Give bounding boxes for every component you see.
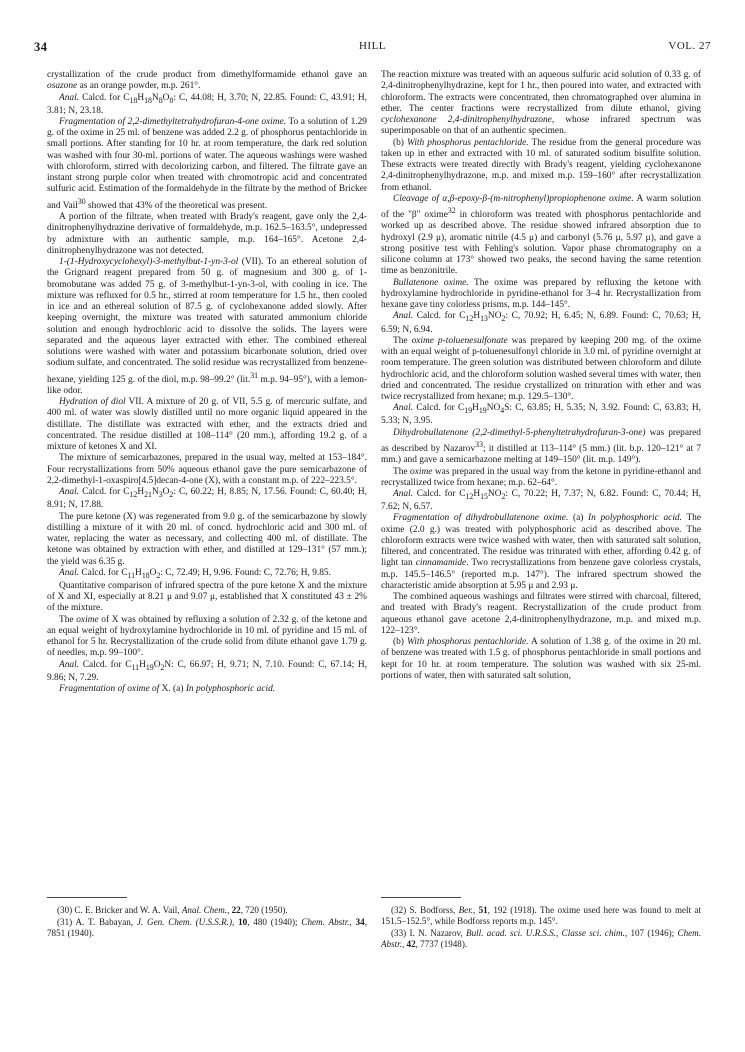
body-paragraph: The oxime p-toluenesulfonate was prepared by keeping 200 mg. of the oxime with an equal weight of p-toluenesulfonyl chloride in 3.0 ml. of pyridine overnight at room temperature. The green solution was distributed between chloroform and dilute hydrochloric acid, and the chloroform solution washed several times with water, then dried and concentrated. The residue crystallized on trituration with ether and was twice recrystallized from hexane; m.p. 129.5–130°. [381, 335, 701, 402]
body-paragraph: Fragmentation of dihydrobullatenone oxime. (a) In polyphosphoric acid. The oxime (2.0 g.) was treated with polyphosphoric acid as described above. The chloroform extracts were twice washed with water, then with saturated salt solution, filtered, and concentrated. The residue was triturated with ether, affording 0.42 g. of light tan cinnamamide. Two recrystallizations from benzene gave colorless crystals, m.p. 145.5–146.5° (reported m.p. 147°). The infrared spectrum showed the characteristic amide absorption at 5.95 μ and 2.93 μ. [381, 513, 702, 591]
body-paragraph: Dihydrobullatenone (2,2-dimethyl-5-phenyltetrahydrofuran-3-one) was prepared as described by Nazarov$^{33}$; it distilled at 113–114° (5 mm.) (lit. b.p. 120–121° at 7 mm.) and gave a semicarbazone melting at 149–150° (lit. m.p. 149°). [381, 427, 701, 466]
footnote-rule-left [47, 897, 127, 898]
body-paragraph: Anal. Calcd. for $C_{19}H_{19}NO_4S$: C, 63.85; H, 5.35; N, 3.92. Found: C, 63.83; H, 5.33; N, 3.95. [381, 403, 701, 427]
body-paragraph: Fragmentation of 2,2-dimethyltetrahydrofuran-4-one oxime. To a solution of 1.29 g. of the oxime in 25 ml. of benzene was added 2.2 g. of phosphorus pentachloride in small portions. After standing for 10 hr. at room temperature, the dark red solution was washed with four 30-ml. portions of water. The aqueous washings were washed with chloroform, stirred with decolorizing carbon, and filtered. The filtrate gave an instant strong purple color when treated with chromotropic acid and concentrated sulfuric acid. Estimation of the formaldehyde in the filtrate by the method of Bricker and Vail$^{30}$ showed that 43% of the theoretical was present. [47, 116, 367, 211]
body-paragraph: The oxime of X was obtained by refluxing a solution of 2.32 g. of the ketone and an equal weight of hydroxylamine hydrochloride in 10 ml. of pyridine and 15 ml. of ethanol for 5 hr. Recrystallization of the crude solid from dilute ethanol gave 1.79 g. of needles, m.p. 99–100°. [47, 614, 367, 659]
body-paragraph: A portion of the filtrate, when treated with Brady's reagent, gave only the 2,4-dinitrophenylhydrazine derivative of formaldehyde, m.p. 162.5–163.5°, undepressed by admixture with an authentic sample, m.p. 164–165°. Acetone 2,4-dinitrophenylhydrazone was not detected. [47, 212, 367, 256]
footnote-rule-right [381, 897, 461, 898]
body-paragraph: The reaction mixture was treated with an aqueous sulfuric acid solution of 0.33 g. of 2,4-dinitrophenylhydrazine, kept for 1 hr., then poured into water, and extracted with chloroform. The extracts were concentrated, then chromatographed over alumina in ether. The center fractions were recrystallized from dilute ethanol, giving cyclohexanone 2,4-dinitrophenylhydrazone, whose infrared spectrum was superimposable on that of an authentic specimen. [381, 70, 701, 137]
footnote: (32) S. Bodforss, Ber., 51, 192 (1918). The oxime used here was found to melt at 151.5–152.5°, while Bodforss reports m.p. 145°. [381, 905, 701, 926]
body-paragraph: Anal. Calcd. for $C_{12}H_{13}NO_2$: C, 70.92; H, 6.45; N, 6.89. Found: C, 70.63; H, 6.59; N, 6.94. [381, 311, 701, 335]
footnote: (33) I. N. Nazarov, Bull. acad. sci. U.R.S.S., Classe sci. chim., 107 (1946); Chem. Abstr., 42, 7737 (1948). [381, 928, 701, 949]
page-number: 34 [34, 40, 48, 54]
body-paragraph: (b) With phosphorus pentachloride. A solution of 1.38 g. of the oxime in 20 ml. of benzene was treated with 1.5 g. of phosphorus pentachloride in small portions and kept for 10 hr. at room temperature. The solution was washed with six 25-ml. portions of water, then with saturated salt solution, [381, 637, 701, 681]
body-paragraph: Bullatenone oxime. The oxime was prepared by refluxing the ketone with hydroxylamine hydrochloride in pyridine-ethanol for 3–4 hr. Recrystallization from hexane gave tiny colorless prisms, m.p. 144–145°. [381, 277, 701, 311]
body-paragraph: 1-(1-Hydroxycyclohexyl)-3-methylbut-1-yn-3-ol (VII). To an ethereal solution of the Grignard reagent prepared from 50 g. of magnesium and 300 g. of 1-bromobutane was added 75 g. of 3-methylbut-1-yn-3-ol, with cooling in ice. The mixture was refluxed for 0.5 hr., stirred at room temperature for 1.5 hr., then cooled in ice and an ethereal solution of 87.5 g. of cyclohexanone added slowly. After keeping overnight, the mixture was treated with saturated ammonium chloride solution and enough hydrochloric acid to dissolve the solids. The layers were separated and the aqueous layer extracted with ether. The combined ethereal solutions were washed with water and potassium bicarbonate solution, dried over sodium sulfate, and concentrated. The solid residue was recrystallized from benzene-hexane, yielding 125 g. of the diol, m.p. 98–99.2° (lit.$^{31}$ m.p. 94–95°), with a lemon-like odor. [47, 257, 368, 396]
body-paragraph: The pure ketone (X) was regenerated from 9.0 g. of the semicarbazone by slowly distilling a mixture of it with 20 ml. of concd. hydrochloric acid and 300 ml. of water, replacing the water as necessary, and collecting 400 ml. of distillate. The ketone was obtained by extraction with ether, and distilled at 129–131° (57 mm.); the yield was 6.35 g. [47, 511, 367, 567]
left-column [47, 70, 367, 695]
running-head [34, 40, 711, 56]
author-running-title: HILL [358, 40, 387, 52]
body-paragraph: Fragmentation of oxime of X. (a) In polyphosphoric acid. [59, 684, 276, 694]
body-paragraph: (b) With phosphorus pentachloride. The residue from the general procedure was taken up in ether and extracted with 10 ml. of saturated sodium bisulfite solution. These extracts were treated directly with Brady's reagent, yielding cyclohexanone 2,4-dinitrophenylhydrazone, m.p. and mixed m.p. 159–160° after recrystallization from ethanol. [381, 137, 701, 193]
footnote: (30) C. E. Bricker and W. A. Vail, Anal. Chem., 22, 720 (1950). [57, 905, 288, 915]
footnote: (31) A. T. Babayan, J. Gen. Chem. (U.S.S.R.), 10, 480 (1940); Chem. Abstr., 34, 7851 (1940). [47, 917, 367, 938]
right-column [381, 70, 701, 682]
body-paragraph: Anal. Calcd. for $C_{11}H_{19}O_2N$: C, 66.97; H, 9.71; N, 7.10. Found: C, 67.14; H, 9.86; N, 7.29. [47, 659, 367, 683]
body-paragraph: Anal. Calcd. for $C_{12}H_{15}NO_2$: C, 70.22; H, 7.37; N, 6.82. Found: C, 70.44; H, 7.62; N, 6.57. [381, 489, 701, 513]
body-paragraph: Cleavage of α,β-epoxy-β-(m-nitrophenyl)propiophenone oxime. A warm solution of the "β" oxime$^{32}$ in chloroform was treated with phosphorus pentachloride and worked up as described above. The residue showed infrared absorption due to hydroxyl (2.9 μ), aromatic nitrile (4.5 μ) and carbonyl (5.76 μ, 5.97 μ), and gave a strong positive test with Fehling's solution. Vapor phase chromatography on a silicone column at 173° showed two peaks, the second having the same retention time as benzonitrile. [381, 193, 701, 277]
body-paragraph: Quantitative comparison of infrared spectra of the pure ketone X and the mixture of X and XI, especially at 8.21 μ and 9.07 μ, established that X constituted 43 ± 2% of the mixture. [47, 580, 367, 614]
body-paragraph: The oxime was prepared in the usual way from the ketone in pyridine-ethanol and recrystallized twice from hexane; m.p. 62–64°. [381, 466, 701, 488]
body-paragraph: The combined aqueous washings and filtrates were stirred with charcoal, filtered, and treated with Brady's reagent. Recrystallization of the crude product from aqueous ethanol gave acetone 2,4-dinitrophenylhydrazone, m.p. and mixed m.p. 122–123°. [381, 592, 701, 636]
body-paragraph: The mixture of semicarbazones, prepared in the usual way, melted at 153–184°. Four recrystallizations from 50% aqueous ethanol gave the pure semicarbazone of 2,2-dimethyl-1-oxaspiro[4.5]decan-4-one (X), with a constant m.p. of 222–223.5°. [47, 453, 367, 486]
footnotes-left [47, 905, 367, 940]
body-paragraph: Hydration of diol VII. A mixture of 20 g. of VII, 5.5 g. of mercuric sulfate, and 400 ml. of water was slowly distilled until no more organic liquid appeared in the distillate. The distillate was extracted with ether, and the extracts dried and concentrated. The residue distilled at 108–114° (20 mm.), affording 19.2 g. of a mixture of ketones X and XI. [47, 397, 367, 453]
footnotes-right [381, 905, 701, 951]
volume-label: VOL. 27 [668, 40, 711, 52]
body-paragraph: Anal. Calcd. for $C_{12}H_{21}N_3O_2$: C, 60.22; H, 8.85; N, 17.56. Found: C, 60.40; H, 8.91; N, 17.88. [47, 487, 367, 511]
body-paragraph: crystallization of the crude product from dimethylformamide ethanol gave an osazone as an orange powder, m.p. 261°. [47, 70, 367, 92]
body-paragraph: Anal. Calcd. for $C_{18}H_{18}N_8O_8$: C, 44.08; H, 3.70; N, 22.85. Found: C, 43.91; H, 3.81; N, 23.18. [47, 92, 367, 116]
body-paragraph: Anal. Calcd. for $C_{11}H_{18}O_2$: C, 72.49; H, 9.96. Found: C, 72.76; H, 9.85. [59, 567, 331, 580]
